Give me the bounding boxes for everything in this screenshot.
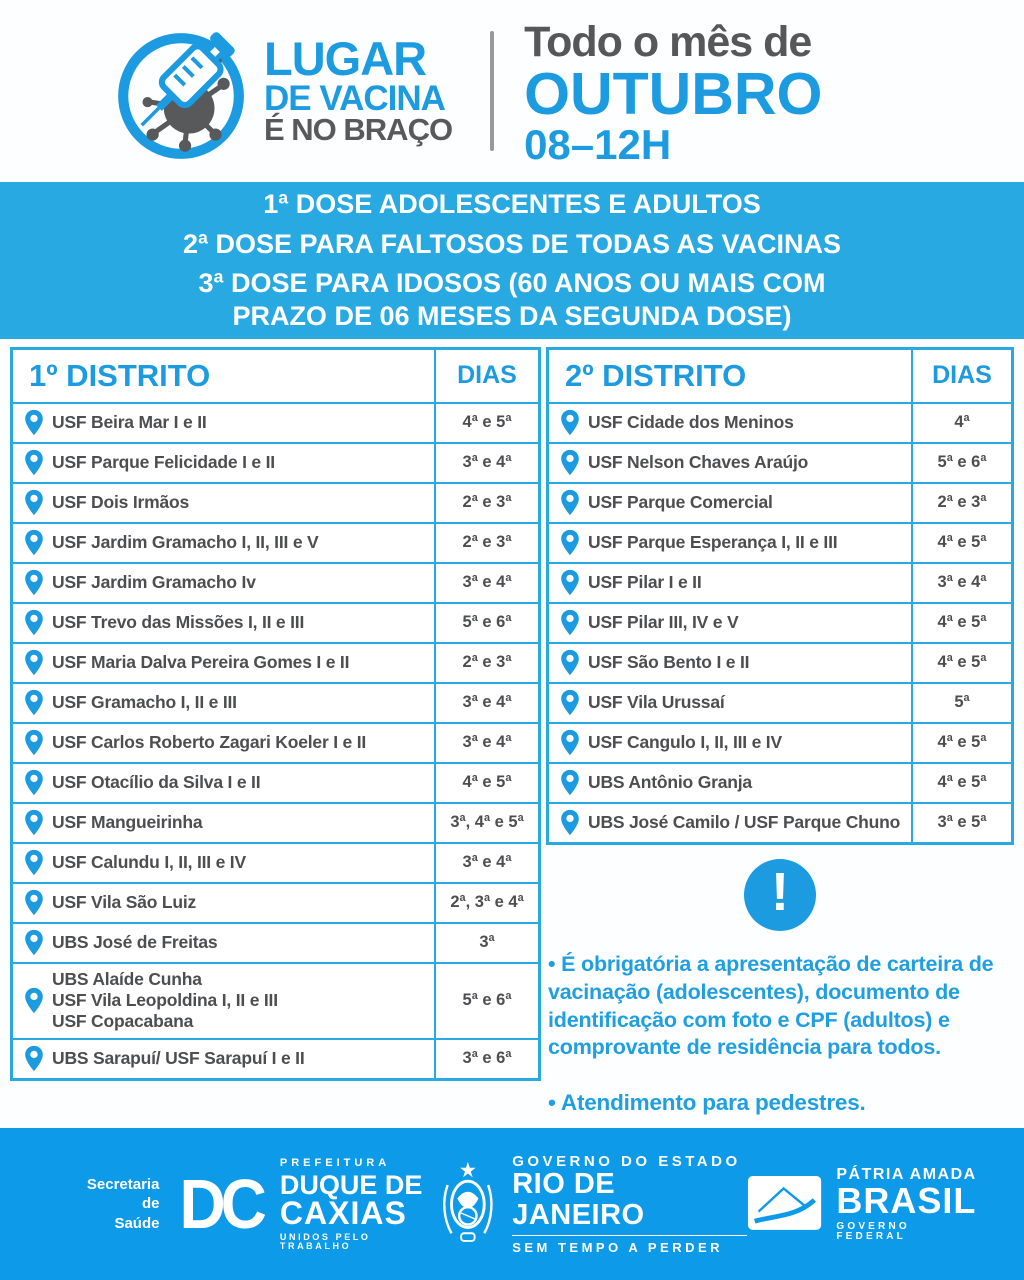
table-header [549, 350, 1011, 402]
days-value: 4ª e 5ª [911, 524, 1011, 562]
days-value: 3ª e 4ª [434, 724, 538, 762]
governo-estado-label: GOVERNO DO ESTADO [512, 1152, 741, 1170]
notice-panel [546, 859, 1014, 1117]
days-value: 3ª e 4ª [434, 844, 538, 882]
dc-logo: DC [179, 1165, 262, 1244]
location-pin-icon [23, 1045, 45, 1072]
facility-name: USF Maria Dalva Pereira Gomes I e II [52, 651, 350, 672]
table-row [549, 682, 1011, 722]
table-row [13, 1038, 538, 1078]
days-value: 3ª e 6ª [434, 1040, 538, 1078]
facility-name: USF Beira Mar I e II [52, 411, 207, 432]
location-pin-icon [23, 409, 45, 436]
table-row [549, 722, 1011, 762]
table-row [13, 882, 538, 922]
facility-name: UBS Sarapuí/ USF Sarapuí I e II [52, 1048, 305, 1069]
table-row [549, 802, 1011, 842]
days-column-header: DIAS [911, 350, 1011, 402]
days-value: 2ª e 3ª [434, 484, 538, 522]
table-row [13, 802, 538, 842]
table-row [13, 682, 538, 722]
days-value: 3ª e 4ª [911, 564, 1011, 602]
location-pin-icon [559, 569, 581, 596]
days-value: 5ª [911, 684, 1011, 722]
table-row [549, 402, 1011, 442]
days-value: 5ª e 6ª [434, 964, 538, 1038]
location-pin-icon [559, 769, 581, 796]
rio-crest-icon [438, 1160, 498, 1248]
schedule-month: OUTUBRO [524, 60, 823, 127]
days-value: 3ª e 4ª [434, 564, 538, 602]
location-pin-icon [559, 489, 581, 516]
facility-name: USF Calundu I, II, III e IV [52, 851, 246, 872]
location-pin-icon [559, 449, 581, 476]
location-pin-icon [23, 449, 45, 476]
location-pin-icon [559, 809, 581, 836]
table-row [13, 962, 538, 1038]
governo-federal-label: GOVERNO FEDERAL [836, 1220, 910, 1242]
days-value: 2ª e 3ª [911, 484, 1011, 522]
facility-name: USF Parque Esperança I, II e III [588, 531, 838, 552]
header [0, 0, 1024, 182]
prefeitura-name2: CAXIAS [279, 1194, 407, 1231]
location-pin-icon [23, 649, 45, 676]
district-1-table [10, 347, 541, 1081]
location-pin-icon [559, 729, 581, 756]
days-value: 4ª e 5ª [434, 764, 538, 802]
table-row [13, 762, 538, 802]
rio-de-janeiro-label: RIO DE JANEIRO [512, 1168, 645, 1231]
days-value: 2ª e 3ª [434, 524, 538, 562]
days-value: 3ª e 5ª [911, 804, 1011, 842]
governo-slogan: SEM TEMPO A PERDER [512, 1240, 724, 1256]
days-value: 4ª e 5ª [911, 764, 1011, 802]
governo-estado-logo-group [438, 1154, 747, 1255]
notice-required-documents: • É obrigatória a apresentação de carteira de vacinação (adolescentes), documento de identificação com foto e CPF (adultos) e comprovante de residência para todos. [548, 951, 994, 1060]
logo-line1: LUGAR [264, 32, 427, 86]
facility-name: USF São Bento I e II [588, 651, 750, 672]
facility-name: USF Vila Urussaí [588, 691, 725, 712]
governo-federal-logo-group [747, 1167, 980, 1242]
table-row [549, 562, 1011, 602]
table-row [13, 722, 538, 762]
location-pin-icon [23, 489, 45, 516]
table-row [549, 442, 1011, 482]
days-value: 2ª e 3ª [434, 644, 538, 682]
days-value: 4ª e 5ª [911, 644, 1011, 682]
district-tables [0, 339, 1024, 1117]
table-row [549, 522, 1011, 562]
table-row [13, 402, 538, 442]
brasil-flag-icon [747, 1175, 822, 1233]
table-header [13, 350, 538, 402]
location-pin-icon [23, 569, 45, 596]
table-row [549, 762, 1011, 802]
facility-name: USF Jardim Gramacho I, II, III e V [52, 531, 319, 552]
facility-name: USF Gramacho I, II e III [52, 691, 237, 712]
days-value: 4ª [911, 404, 1011, 442]
facility-name: USF Pilar III, IV e V [588, 611, 739, 632]
table-row [13, 482, 538, 522]
facility-name: USF Jardim Gramacho Iv [52, 571, 256, 592]
header-divider [490, 31, 494, 151]
governo-divider [512, 1235, 747, 1236]
days-value: 3ª e 4ª [434, 444, 538, 482]
facility-name: USF Parque Comercial [588, 491, 773, 512]
district-1-title: 1º DISTRITO [29, 357, 211, 393]
prefeitura-logo-group [70, 1158, 438, 1251]
schedule-block [524, 17, 822, 166]
days-value: 3ª e 4ª [434, 684, 538, 722]
table-row [13, 442, 538, 482]
days-column-header: DIAS [434, 350, 538, 402]
district-2-table [546, 347, 1014, 845]
facility-name: USF Pilar I e II [588, 571, 702, 592]
banner-line3: 3ª DOSE PARA IDOSOS (60 ANOS OU MAIS COM PRAZO DE 06 MESES DA SEGUNDA DOSE) [198, 268, 826, 332]
district-2-title: 2º DISTRITO [565, 357, 747, 393]
location-pin-icon [23, 929, 45, 956]
facility-name: USF Cidade dos Meninos [588, 411, 794, 432]
table-row [13, 562, 538, 602]
brasil-label: BRASIL [836, 1179, 977, 1221]
location-pin-icon [559, 689, 581, 716]
facility-name: USF Vila São Luiz [52, 891, 197, 912]
facility-name: USF Dois Irmãos [52, 491, 190, 512]
facility-name: USF Carlos Roberto Zagari Koeler I e II [52, 731, 367, 752]
facility-name: UBS José Camilo / USF Parque Chuno [588, 811, 901, 832]
location-pin-icon [23, 729, 45, 756]
table-row [549, 602, 1011, 642]
logo-line3: É NO BRAÇO [264, 112, 453, 148]
location-pin-icon [559, 529, 581, 556]
location-pin-icon [23, 849, 45, 876]
days-value: 4ª e 5ª [911, 724, 1011, 762]
location-pin-icon [23, 609, 45, 636]
facility-name: USF Trevo das Missões I, II e III [52, 611, 305, 632]
exclamation-icon: ! [744, 859, 816, 931]
days-value: 4ª e 5ª [434, 404, 538, 442]
logo-line2: DE VACINA [264, 79, 445, 119]
days-value: 3ª [434, 924, 538, 962]
facility-name: USF Otacílio da Silva I e II [52, 771, 261, 792]
days-value: 3ª, 4ª e 5ª [434, 804, 538, 842]
days-value: 2ª, 3ª e 4ª [434, 884, 538, 922]
location-pin-icon [23, 987, 45, 1014]
schedule-hours: 08–12H [524, 120, 672, 168]
facility-name: USF Cangulo I, II, III e IV [588, 731, 782, 752]
table-row [549, 482, 1011, 522]
table-row [13, 922, 538, 962]
table-row [13, 522, 538, 562]
patria-amada-label: PÁTRIA AMADA [836, 1165, 977, 1183]
banner-line2: 2ª DOSE PARA FALTOSOS DE TODAS AS VACINAS [182, 228, 842, 259]
facility-name: UBS Alaíde Cunha USF Vila Leopoldina I, II e III USF Copacabana [52, 968, 278, 1032]
banner-line1: 1ª DOSE ADOLESCENTES E ADULTOS [263, 188, 761, 219]
location-pin-icon [23, 809, 45, 836]
location-pin-icon [23, 889, 45, 916]
location-pin-icon [559, 409, 581, 436]
table-row [13, 642, 538, 682]
location-pin-icon [23, 769, 45, 796]
days-value: 5ª e 6ª [911, 444, 1011, 482]
table-row [13, 602, 538, 642]
dose-banner [0, 182, 1024, 338]
notice-pedestrians: • Atendimento para pedestres. [548, 1090, 866, 1116]
syringe-virus-icon [108, 23, 250, 165]
location-pin-icon [23, 529, 45, 556]
location-pin-icon [23, 689, 45, 716]
days-value: 4ª e 5ª [911, 604, 1011, 642]
facility-name: USF Nelson Chaves Araújo [588, 451, 809, 472]
campaign-logo [264, 32, 453, 148]
facility-name: USF Parque Felicidade I e II [52, 451, 275, 472]
days-value: 5ª e 6ª [434, 604, 538, 642]
schedule-prefix: Todo o mês de [524, 17, 812, 66]
location-pin-icon [559, 609, 581, 636]
table-row [549, 642, 1011, 682]
prefeitura-name1: DUQUE DE [279, 1169, 423, 1200]
footer [0, 1128, 1024, 1280]
facility-name: USF Mangueirinha [52, 811, 203, 832]
prefeitura-label: PREFEITURA [279, 1156, 391, 1169]
facility-name: UBS José de Freitas [52, 931, 218, 952]
facility-name: UBS Antônio Granja [588, 771, 752, 792]
secretaria-saude-label: Secretaria de Saúde [86, 1175, 160, 1232]
table-row [13, 842, 538, 882]
location-pin-icon [559, 649, 581, 676]
prefeitura-slogan: UNIDOS PELO TRABALHO [279, 1231, 371, 1251]
